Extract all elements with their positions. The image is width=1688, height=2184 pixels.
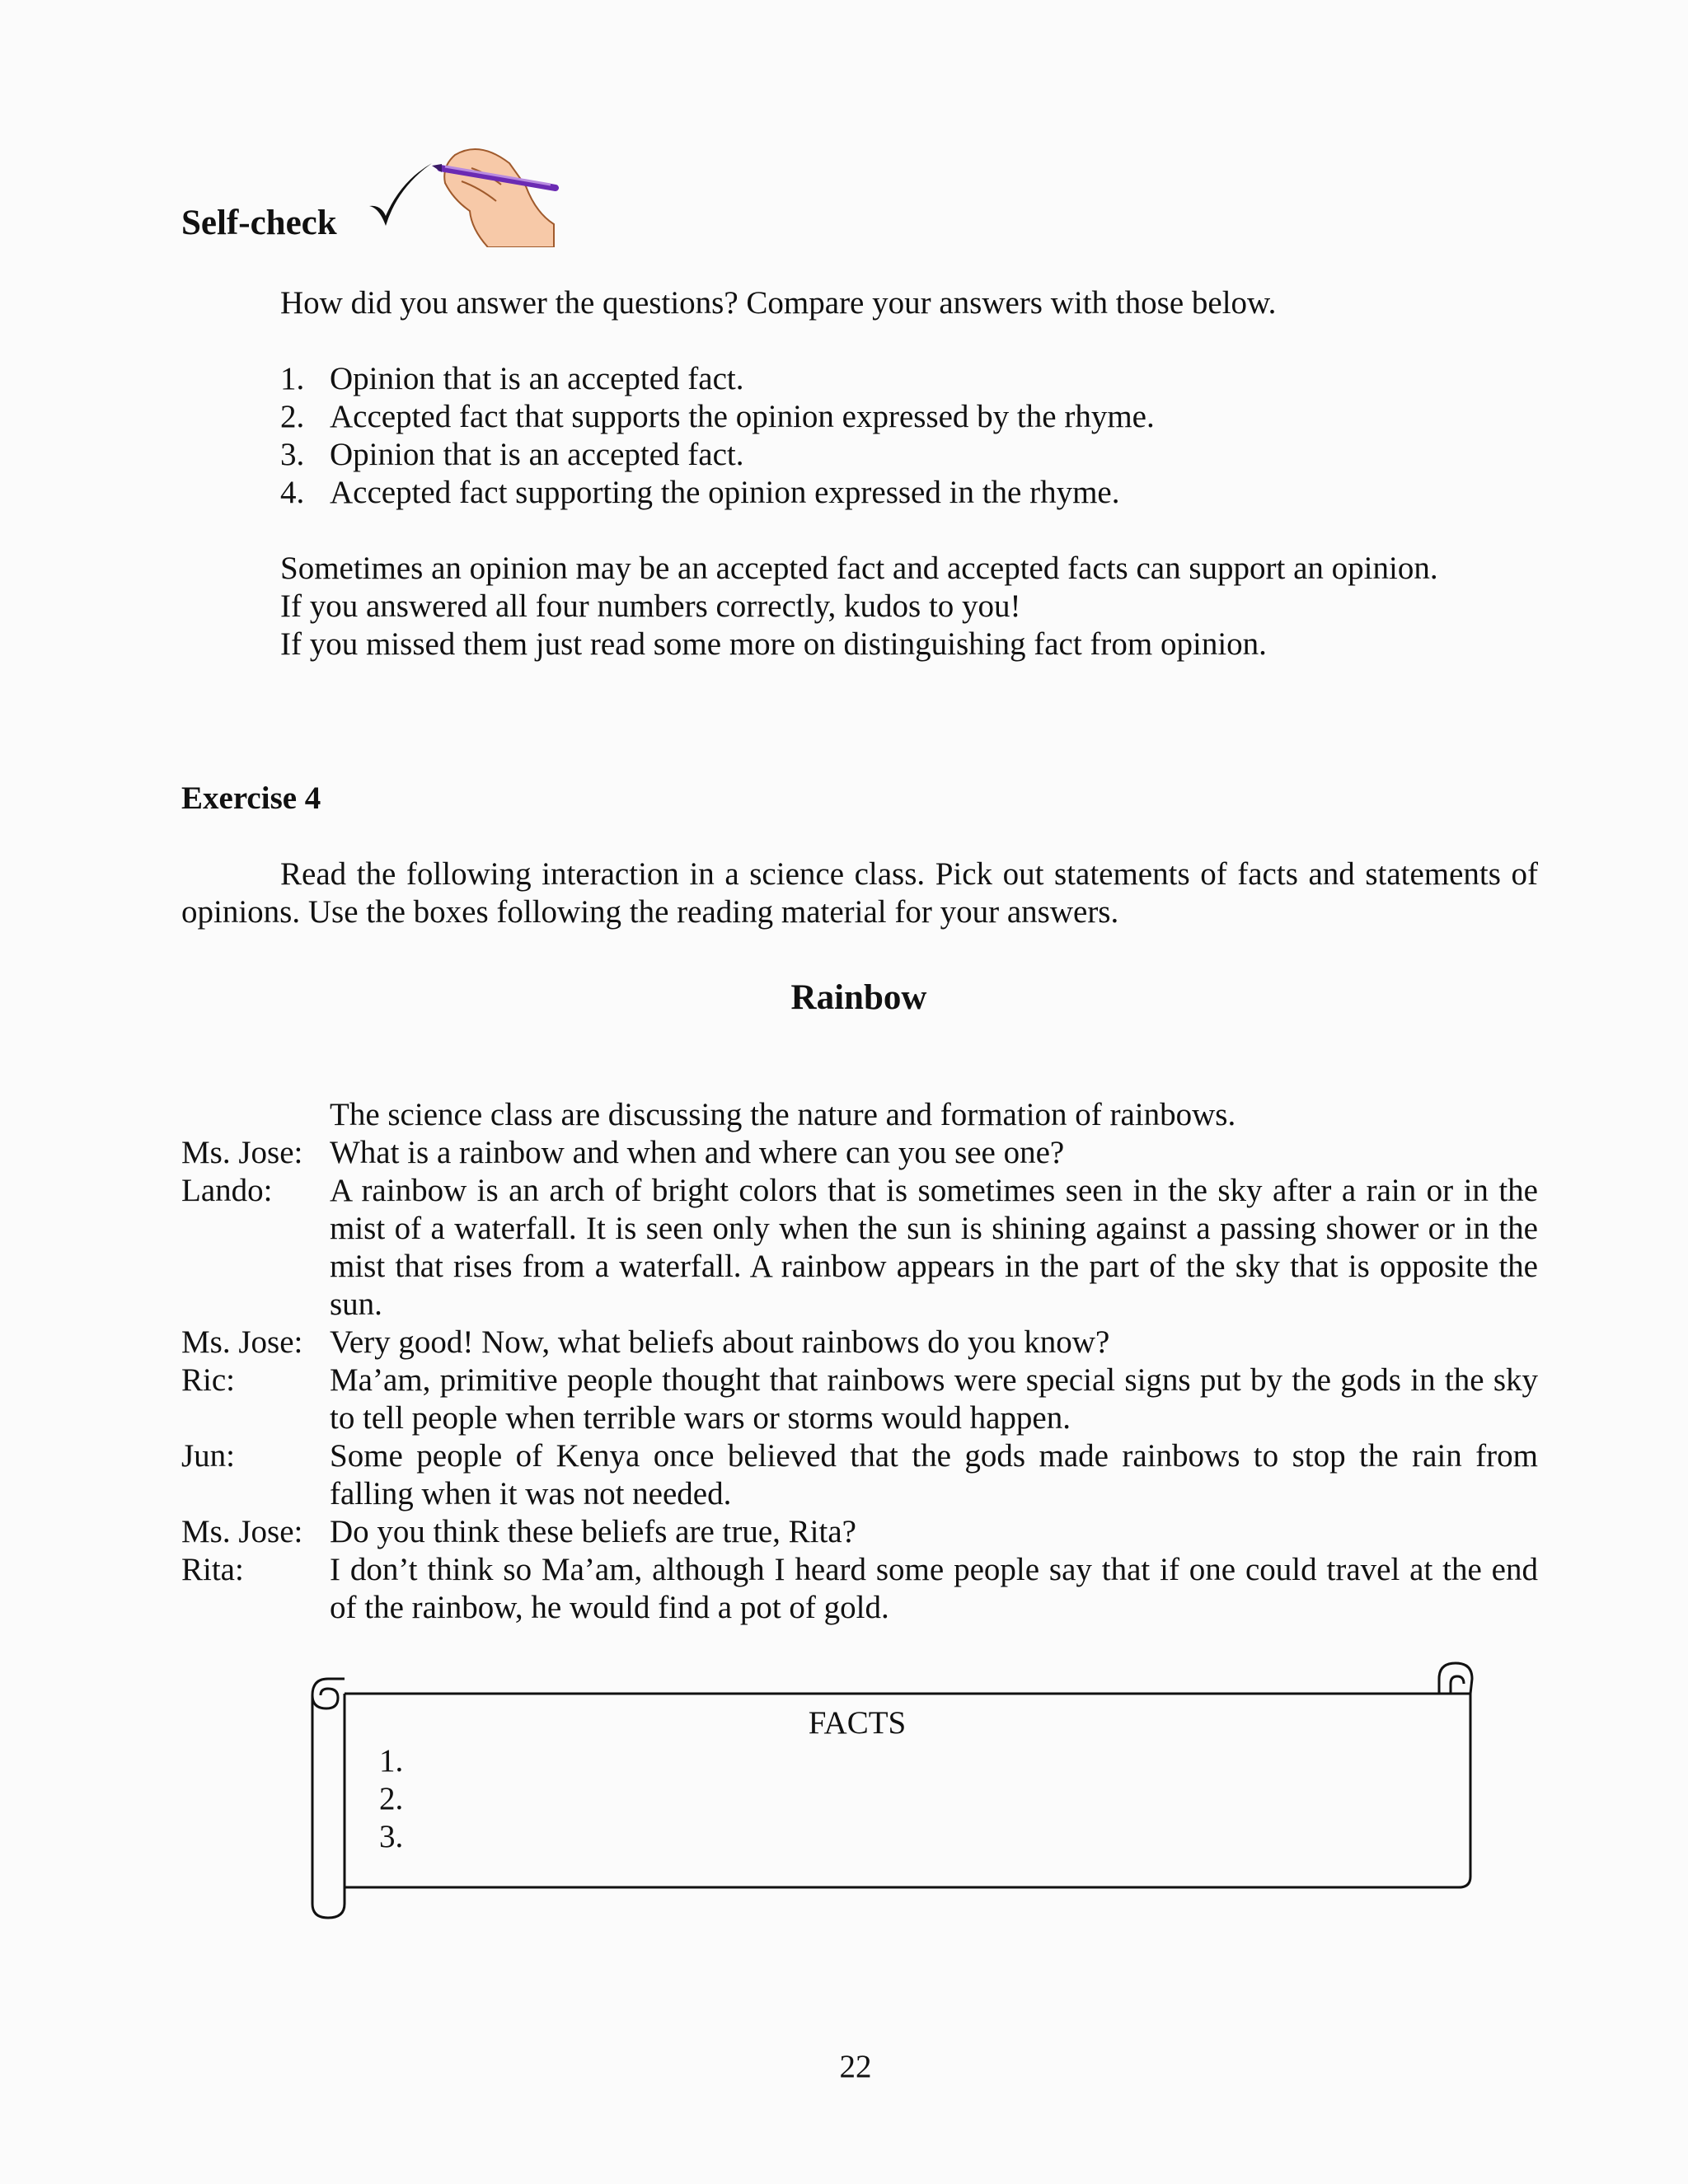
story-title: Rainbow <box>790 978 927 1017</box>
dialogue-line <box>181 1513 1538 1551</box>
speaker: Lando: <box>181 1173 273 1208</box>
note-line: If you missed them just read some more on distinguishing fact from opinion. <box>280 626 1267 662</box>
self-check-notes <box>280 550 1438 663</box>
dialogue-line <box>181 1096 1538 1134</box>
dialogue-line <box>181 1361 1538 1437</box>
speaker: Ms. Jose: <box>181 1324 303 1360</box>
facts-item: 3. <box>379 1819 404 1854</box>
line-text: What is a rainbow and when and where can you see one? <box>330 1135 1065 1170</box>
line-text: Ma’am, primitive people thought that rainbows were special signs put by the gods in the sky to tell people when terrible wars or storms would happen. <box>330 1362 1538 1436</box>
dialogue-line <box>181 1437 1538 1513</box>
list-item: 2. Accepted fact that supports the opinion expressed by the rhyme. <box>280 399 1155 434</box>
speaker <box>181 1096 330 1134</box>
checkmark-pencil-icon <box>364 138 562 247</box>
line-text: The science class are discussing the nature and formation of rainbows. <box>330 1097 1236 1132</box>
facts-item: 1. <box>379 1743 404 1779</box>
note-line: Sometimes an opinion may be an accepted fact and accepted facts can support an opinion. <box>280 551 1438 586</box>
answer-list <box>280 360 1155 512</box>
dialogue-line <box>181 1551 1538 1627</box>
list-item: 4. Accepted fact supporting the opinion expressed in the rhyme. <box>280 475 1120 510</box>
dialogue-line <box>181 1172 1538 1324</box>
self-check-intro: How did you answer the questions? Compare your answers with those below. <box>280 285 1277 321</box>
page-number: 22 <box>839 2049 872 2084</box>
note-line: If you answered all four numbers correctly, kudos to you! <box>280 588 1021 624</box>
facts-title: FACTS <box>808 1705 907 1741</box>
facts-scroll-frame <box>305 1652 1484 1924</box>
dialogue-line <box>181 1324 1538 1361</box>
line-text: Very good! Now, what beliefs about rainbows do you know? <box>330 1324 1110 1360</box>
dialogue-line <box>181 1134 1538 1172</box>
dialogue <box>181 1096 1538 1627</box>
speaker: Rita: <box>181 1552 244 1587</box>
speaker: Jun: <box>181 1438 236 1474</box>
line-text: A rainbow is an arch of bright colors that is sometimes seen in the sky after a rain or in the mist of a waterfall. It is seen only when the sun is shining against a passing shower or in the mist that rises from a waterfall. A rainbow appears in the part of the sky that is opposite the sun. <box>330 1173 1538 1322</box>
line-text: Do you think these beliefs are true, Rita? <box>330 1514 856 1549</box>
facts-list <box>379 1742 403 1856</box>
exercise-heading: Exercise 4 <box>181 780 321 816</box>
exercise-instructions: Read the following interaction in a science class. Pick out statements of facts and statements of opinions. Use the boxes following the reading material for your answers. <box>181 856 1538 930</box>
list-item: 1. Opinion that is an accepted fact. <box>280 361 744 396</box>
list-item: 3. Opinion that is an accepted fact. <box>280 437 744 472</box>
speaker: Ms. Jose: <box>181 1135 303 1170</box>
line-text: Some people of Kenya once believed that the gods made rainbows to stop the rain from falling when it was not needed. <box>330 1438 1538 1511</box>
line-text: I don’t think so Ma’am, although I heard some people say that if one could travel at the end of the rainbow, he would find a pot of gold. <box>330 1552 1538 1625</box>
speaker: Ric: <box>181 1362 235 1398</box>
self-check-heading: Self-check <box>181 204 337 242</box>
facts-item: 2. <box>379 1781 404 1816</box>
speaker: Ms. Jose: <box>181 1514 303 1549</box>
